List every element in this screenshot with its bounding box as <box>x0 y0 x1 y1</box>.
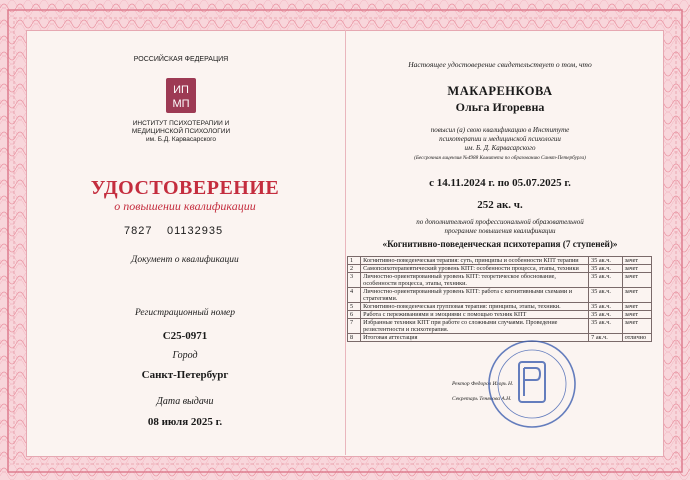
qualification-text-line3: им. Б. Д. Карвасарского <box>464 144 536 152</box>
row-number: 5 <box>348 303 361 311</box>
study-period: с 14.11.2024 г. по 05.07.2025 г. <box>429 177 571 189</box>
row-number: 8 <box>348 334 361 342</box>
recipient-surname: МАКАРЕНКОВА <box>447 84 553 98</box>
table-row <box>348 273 652 288</box>
row-result: зачет <box>622 311 651 319</box>
institute-logo-icon <box>166 78 196 113</box>
row-hours: 35 ак.ч. <box>589 273 622 288</box>
row-topic: Личностно-ориентированный уровень КПТ: работа с когнитивными схемами и стратегиями. <box>361 288 589 303</box>
institute-name-line1: ИНСТИТУТ ПСИХОТЕРАПИИ И <box>132 120 230 127</box>
row-number: 6 <box>348 311 361 319</box>
row-hours: 35 ак.ч. <box>589 319 622 334</box>
secretary-signature-line: Секретарь Тенякова А.Н. <box>452 396 512 402</box>
recipient-name: Ольга Игоревна <box>455 100 545 114</box>
row-number: 2 <box>348 265 361 273</box>
document-type: Документ о квалификации <box>131 255 239 265</box>
row-hours: 35 ак.ч. <box>589 303 622 311</box>
row-hours: 35 ак.ч. <box>589 265 622 273</box>
license-text: (Бессрочная лицензия №4988 Комитета по образованию Санкт-Петербурга) <box>414 155 586 161</box>
table-row <box>348 311 652 319</box>
table-row <box>348 319 652 334</box>
program-text-line1: по дополнительной профессиональной образовательной <box>416 218 584 226</box>
qualification-text-line2: психотерапии и медицинской психологии <box>439 135 561 143</box>
registration-number: С25-0971 <box>162 330 208 342</box>
row-hours: 35 ак.ч. <box>589 288 622 303</box>
row-result: зачет <box>622 288 651 303</box>
document-title: УДОСТОВЕРЕНИЕ <box>90 177 280 199</box>
row-number: 7 <box>348 319 361 334</box>
issue-date-value: 08 июля 2025 г. <box>147 416 223 428</box>
logo-text-top: ИП <box>173 84 189 96</box>
row-topic: Работа с переживаниями и эмоциями с помощью техник КПТ <box>361 311 589 319</box>
row-result: зачет <box>622 265 651 273</box>
row-number: 3 <box>348 273 361 288</box>
row-topic: Когнитивно-поведенческая терапия: суть, принципы и особенности КПТ терапии <box>361 257 589 265</box>
issue-date-label: Дата выдачи <box>156 396 214 407</box>
row-result: зачет <box>622 273 651 288</box>
row-topic: Самопсихотерапевтический уровень КПТ: особенности процесса, этапы, техники <box>361 265 589 273</box>
row-topic: Итоговая аттестация <box>361 334 589 342</box>
row-hours: 35 ак.ч. <box>589 257 622 265</box>
logo-text-bottom: МП <box>172 98 190 110</box>
qualification-text-line1: повысил (а) свою квалификацию в Институте <box>430 126 570 134</box>
registration-label: Регистрационный номер <box>134 308 236 318</box>
row-hours: 35 ак.ч. <box>589 311 622 319</box>
row-topic: Избранные техники КПТ при работе со сложными случаями. Проведение резистентности и психотерапия. <box>361 319 589 334</box>
page-divider <box>345 30 346 455</box>
total-hours: 252 ак. ч. <box>477 199 523 211</box>
program-text-line2: программе повышения квалификации <box>444 227 556 235</box>
program-title: «Когнитивно-поведенческая психотерапия (7 ступеней)» <box>382 239 618 249</box>
row-result: зачет <box>622 303 651 311</box>
row-number: 4 <box>348 288 361 303</box>
row-topic: Личностно-ориентированный уровень КПТ: теоретическое обоснование, особенности процесса, этапы, техники. <box>361 273 589 288</box>
city-label: Город <box>172 350 198 361</box>
institute-name-line3: им. Б.Д. Карвасарского <box>146 136 216 143</box>
institute-stamp-icon <box>486 338 578 430</box>
document-series: 7827 <box>124 225 153 237</box>
row-number: 1 <box>348 257 361 265</box>
row-result: зачет <box>622 257 651 265</box>
table-row <box>348 288 652 303</box>
row-topic: Когнитивно-поведенческая групповая терапия: принципы, этапы, техники. <box>361 303 589 311</box>
country-label: РОССИЙСКАЯ ФЕДЕРАЦИЯ <box>133 56 229 63</box>
row-result: зачет <box>622 319 651 334</box>
rector-signature-line: Ректор Федоров Игорь Н. <box>452 381 514 387</box>
city-value: Санкт-Петербург <box>141 369 229 381</box>
table-row <box>348 303 652 311</box>
intro-text: Настоящее удостоверение свидетельствует о том, что <box>408 60 592 69</box>
table-row <box>348 257 652 265</box>
institute-name-line2: МЕДИЦИНСКОЙ ПСИХОЛОГИИ <box>131 128 231 135</box>
document-number: 01132935 <box>167 225 224 237</box>
modules-table <box>347 256 652 342</box>
row-hours: 7 ак.ч. <box>589 334 622 342</box>
row-result: отлично <box>622 334 651 342</box>
table-row <box>348 265 652 273</box>
document-subtitle: о повышении квалификации <box>114 199 256 213</box>
